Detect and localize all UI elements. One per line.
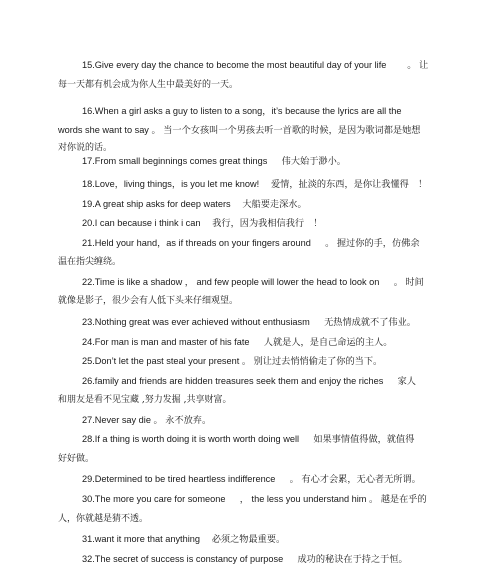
quote-line: 32.The secret of success is constancy of purpose 成功的秘诀在于持之于恒。 <box>82 554 408 564</box>
quote-27 <box>58 414 442 427</box>
quote-21 <box>58 237 442 269</box>
quote-24 <box>58 336 442 349</box>
quote-line: 温在指尖缠绕。 <box>58 257 122 267</box>
quote-26 <box>58 375 442 407</box>
quote-line: 30.The more you care for someone ， the less you understand him 。 越是在乎的 <box>82 494 427 504</box>
quote-line: 好好做。 <box>58 454 95 464</box>
quote-line: 15.Give every day the chance to become the most beautiful day of your life 。 让 <box>82 60 429 70</box>
quote-line: 23.Nothing great was ever achieved without enthusiasm 无热情成就不了伟业。 <box>82 317 416 327</box>
quote-line: 19.A great ship asks for deep waters 大船要走深水。 <box>82 199 307 209</box>
quote-19 <box>58 198 442 211</box>
quote-line: 16.When a girl asks a guy to listen to a song，it’s because the lyrics are all the <box>82 106 402 116</box>
quote-31 <box>58 533 442 546</box>
quote-line: 每一天都有机会成为你人生中最美好的一天。 <box>58 80 239 90</box>
quote-line: 29.Determined to be tired heartless indifference 。 有心才会累，无心者无所谓。 <box>82 474 421 484</box>
quote-line: 28.If a thing is worth doing it is worth worth doing well 如果事情值得做，就值得 <box>82 434 415 444</box>
quote-line: words she want to say 。 当一个女孩叫一个男孩去听一首歌的时候，是因为歌词都是她想 <box>58 125 421 135</box>
quote-20 <box>58 217 442 230</box>
quote-line: 20.I can because i think i can 我行，因为我相信我行 ！ <box>82 218 323 228</box>
quote-line: 31.want it more that anything 必须之物最重要。 <box>82 534 286 544</box>
quote-17 <box>58 155 442 168</box>
quote-line: 26.family and friends are hidden treasures seek them and enjoy the riches 家人 <box>82 376 416 386</box>
quote-line: 21.Held your hand，as if threads on your fingers around 。 握过你的手，仿佛余 <box>82 238 420 248</box>
quote-28 <box>58 433 442 466</box>
quote-23 <box>58 316 442 329</box>
quote-line: 18.Love，living things，is you let me know! 爱情，扯淡的东西，是你让我懂得 ！ <box>82 179 428 189</box>
quote-line: 25.Don’t let the past steal your present 。 别让过去悄悄偷走了你的当下。 <box>82 356 383 366</box>
quote-line: 就像是影子，很少会有人低下头来仔细观望。 <box>58 296 239 306</box>
quote-line: 22.Time is like a shadow ， and few people will lower the head to look on 。 时间 <box>82 277 424 287</box>
quote-29 <box>58 473 442 486</box>
quote-line: 17.From small beginnings comes great things 伟大始于渺小。 <box>82 156 346 166</box>
quote-line: 27.Never say die 。 永不放弃。 <box>82 415 212 425</box>
quote-line: 和朋友是看不见宝藏 ,努力发掘 ,共享财富。 <box>58 395 232 405</box>
quote-15 <box>58 59 442 92</box>
quote-25 <box>58 355 442 368</box>
quote-16 <box>58 105 442 155</box>
quote-line: 对你说的话。 <box>58 143 113 153</box>
quote-32 <box>58 553 442 566</box>
quote-22 <box>58 276 442 308</box>
quote-line: 人，你就越是猜不透。 <box>58 514 149 524</box>
quote-18 <box>58 178 442 191</box>
quote-30 <box>58 493 442 526</box>
quote-line: 24.For man is man and master of his fate 人就是人，是自己命运的主人。 <box>82 337 393 347</box>
